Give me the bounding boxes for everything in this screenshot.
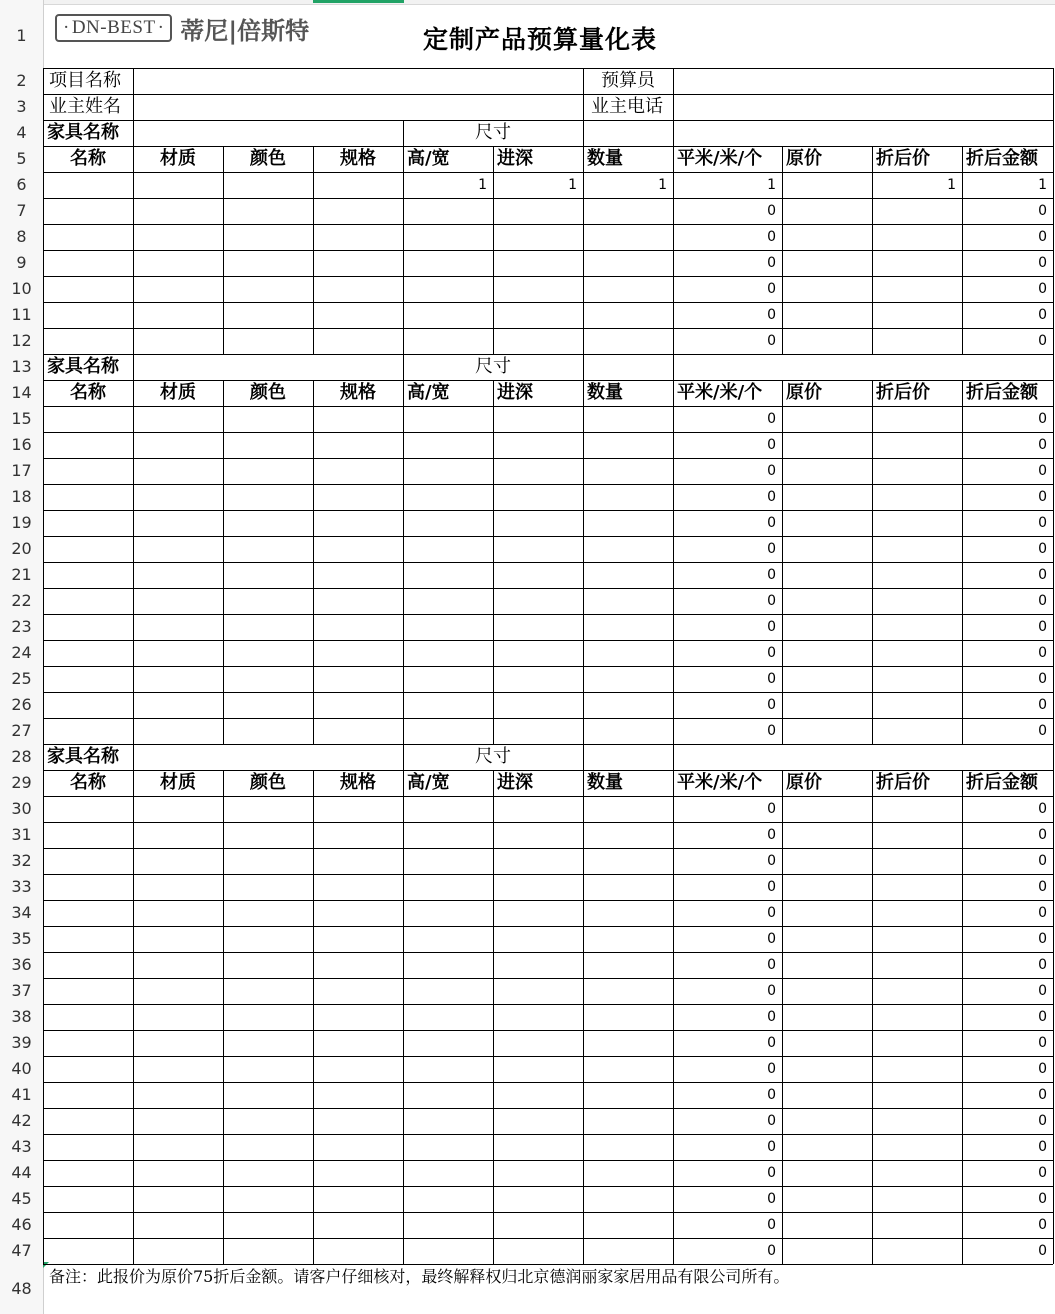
grid-line [583,68,584,120]
depth-cell[interactable]: 1 [568,177,577,193]
area-cell[interactable]: 0 [767,203,776,219]
discount-amount-cell[interactable]: 0 [1038,229,1047,245]
column-header: 折后金额 [966,382,1038,403]
column-header: 进深 [497,382,533,403]
row-number[interactable]: 35 [11,929,32,948]
area-cell[interactable]: 0 [767,463,776,479]
size-label: 尺寸 [475,122,511,143]
row-number[interactable]: 14 [11,383,32,402]
company-logo [55,8,309,48]
area-cell[interactable]: 0 [767,437,776,453]
page-title: 定制产品预算量化表 [423,25,658,54]
quantity-cell[interactable]: 1 [658,177,667,193]
grid-line [43,926,1053,927]
discount-amount-cell[interactable]: 0 [1038,697,1047,713]
column-header: 规格 [340,772,376,793]
row-number[interactable]: 1 [16,26,27,45]
discount-amount-cell[interactable]: 0 [1038,879,1047,895]
column-header: 名称 [70,772,106,793]
discount-amount-cell[interactable]: 0 [1038,1191,1047,1207]
discount-amount-cell[interactable]: 0 [1038,1061,1047,1077]
grid-line [43,1160,1053,1161]
row-number-gutter [0,0,44,1314]
row-number[interactable]: 7 [16,201,27,220]
discount-amount-cell[interactable]: 0 [1038,1217,1047,1233]
grid-line [403,744,404,770]
grid-line [43,94,1053,95]
row-number[interactable]: 32 [11,851,32,870]
column-header: 数量 [587,382,623,403]
grid-line [583,744,584,770]
grid-line [43,744,1053,745]
grid-line [43,562,1053,563]
project-name-label: 项目名称 [49,70,121,91]
column-header: 折后价 [876,772,930,793]
column-header: 数量 [587,148,623,169]
row-number[interactable]: 5 [16,149,27,168]
discount-amount-cell[interactable]: 0 [1038,931,1047,947]
discount-amount-cell[interactable]: 0 [1038,1087,1047,1103]
discount-amount-cell[interactable]: 0 [1038,437,1047,453]
row-number[interactable]: 2 [16,71,27,90]
area-cell[interactable]: 0 [767,827,776,843]
column-header: 平米/米/个 [677,148,763,169]
area-cell[interactable]: 1 [767,177,776,193]
discount-price-cell[interactable]: 1 [947,177,956,193]
discount-amount-cell[interactable]: 0 [1038,567,1047,583]
area-cell[interactable]: 0 [767,1061,776,1077]
area-cell[interactable]: 0 [767,255,776,271]
grid-line [43,1056,1053,1057]
furniture-name-label: 家具名称 [47,356,119,377]
row-number[interactable]: 45 [11,1189,32,1208]
logo-cn: 蒂尼|倍斯特 [180,16,310,45]
grid-line [43,250,1053,251]
column-header: 数量 [587,772,623,793]
area-cell[interactable]: 0 [767,905,776,921]
row-number[interactable]: 10 [11,279,32,298]
size-label: 尺寸 [475,356,511,377]
grid-line [43,874,1053,875]
owner-name-label: 业主姓名 [49,96,121,117]
budgeter-label: 预算员 [601,70,655,91]
row-number[interactable]: 19 [11,513,32,532]
area-cell[interactable]: 0 [767,697,776,713]
row-number[interactable]: 42 [11,1111,32,1130]
furniture-name-label: 家具名称 [47,122,119,143]
grid-line [1053,68,1054,1264]
row-number[interactable]: 12 [11,331,32,350]
column-header: 折后金额 [966,772,1038,793]
grid-line [583,354,584,380]
area-cell[interactable]: 0 [767,1217,776,1233]
area-cell[interactable]: 0 [767,515,776,531]
grid-line [43,614,1053,615]
row-number[interactable]: 41 [11,1085,32,1104]
grid-line [403,354,404,380]
spreadsheet-grid[interactable] [43,0,1055,1314]
column-header: 高/宽 [407,148,450,169]
discount-amount-cell[interactable]: 1 [1038,177,1047,193]
grid-line [43,328,1053,329]
grid-line [43,666,1053,667]
row-number[interactable]: 46 [11,1215,32,1234]
area-cell[interactable]: 0 [767,281,776,297]
area-cell[interactable]: 0 [767,645,776,661]
discount-amount-cell[interactable]: 0 [1038,723,1047,739]
column-header: 高/宽 [407,772,450,793]
discount-amount-cell[interactable]: 0 [1038,541,1047,557]
grid-line [43,406,1053,407]
row-number[interactable]: 20 [11,539,32,558]
grid-line [872,380,873,744]
row-number[interactable]: 38 [11,1007,32,1026]
column-header: 折后金额 [966,148,1038,169]
grid-line [43,1004,1053,1005]
grid-line [133,68,134,120]
area-cell[interactable]: 0 [767,229,776,245]
discount-amount-cell[interactable]: 0 [1038,957,1047,973]
grid-line [43,536,1053,537]
grid-line [583,380,584,744]
column-header: 原价 [786,148,822,169]
row-number[interactable]: 11 [11,305,32,324]
area-cell[interactable]: 0 [767,593,776,609]
discount-amount-cell[interactable]: 0 [1038,515,1047,531]
row-number[interactable]: 17 [11,461,32,480]
grid-line [43,302,1053,303]
grid-line [43,198,1053,199]
area-cell[interactable]: 0 [767,1009,776,1025]
grid-line [493,770,494,1264]
grid-line [43,510,1053,511]
grid-line [43,354,1053,355]
discount-amount-cell[interactable]: 0 [1038,463,1047,479]
row-number[interactable]: 28 [11,747,32,766]
discount-amount-cell[interactable]: 0 [1038,1035,1047,1051]
grid-line [782,380,783,744]
area-cell[interactable]: 0 [767,983,776,999]
grid-line [43,68,44,1264]
area-cell[interactable]: 0 [767,619,776,635]
grid-line [872,770,873,1264]
grid-line [43,952,1053,953]
furniture-name-label: 家具名称 [47,746,119,767]
area-cell[interactable]: 0 [767,1139,776,1155]
grid-line [673,744,674,770]
grid-line [43,432,1053,433]
grid-line [133,146,134,354]
row-number[interactable]: 30 [11,799,32,818]
row-number[interactable]: 24 [11,643,32,662]
footer-note: 备注：此报价为原价75折后金额。请客户仔细核对，最终解释权归北京德润丽家家居用品有限公司所有。 [49,1267,790,1286]
height-width-cell[interactable]: 1 [478,177,487,193]
area-cell[interactable]: 0 [767,541,776,557]
row-number[interactable]: 13 [11,357,32,376]
discount-amount-cell[interactable]: 0 [1038,593,1047,609]
grid-line [43,224,1053,225]
area-cell[interactable]: 0 [767,879,776,895]
grid-line [43,276,1053,277]
grid-line [43,588,1053,589]
grid-line [43,692,1053,693]
column-header: 材质 [160,772,196,793]
area-cell[interactable]: 0 [767,853,776,869]
owner-phone-label: 业主电话 [591,96,663,117]
row-number[interactable]: 23 [11,617,32,636]
discount-amount-cell[interactable]: 0 [1038,411,1047,427]
grid-line [43,68,1053,69]
discount-amount-cell[interactable]: 0 [1038,1113,1047,1129]
grid-line [493,380,494,744]
discount-amount-cell[interactable]: 0 [1038,1165,1047,1181]
grid-line [133,770,134,1264]
grid-line [43,1108,1053,1109]
row-number[interactable]: 18 [11,487,32,506]
area-cell[interactable]: 0 [767,931,776,947]
discount-amount-cell[interactable]: 0 [1038,671,1047,687]
row-number[interactable]: 44 [11,1163,32,1182]
column-header: 平米/米/个 [677,382,763,403]
discount-amount-cell[interactable]: 0 [1038,853,1047,869]
row-number[interactable]: 22 [11,591,32,610]
grid-line [43,1238,1053,1239]
area-cell[interactable]: 0 [767,1113,776,1129]
grid-line [313,770,314,1264]
grid-line [673,354,674,380]
row-number[interactable]: 3 [16,97,27,116]
area-cell[interactable]: 0 [767,801,776,817]
column-header: 进深 [497,148,533,169]
discount-amount-cell[interactable]: 0 [1038,203,1047,219]
area-cell[interactable]: 0 [767,567,776,583]
grid-line [782,146,783,354]
grid-line [43,1264,1053,1265]
grid-line [43,1082,1053,1083]
row-number[interactable]: 26 [11,695,32,714]
grid-line [43,718,1053,719]
grid-line [403,770,404,1264]
area-cell[interactable]: 0 [767,1035,776,1051]
grid-line [313,146,314,354]
area-cell[interactable]: 0 [767,333,776,349]
row-number[interactable]: 37 [11,981,32,1000]
grid-line [43,1030,1053,1031]
area-cell[interactable]: 0 [767,411,776,427]
grid-line [133,380,134,744]
grid-line [43,978,1053,979]
discount-amount-cell[interactable]: 0 [1038,905,1047,921]
grid-line [403,380,404,744]
area-cell[interactable]: 0 [767,671,776,687]
grid-line [43,1134,1053,1135]
grid-line [403,120,404,146]
row-number[interactable]: 16 [11,435,32,454]
discount-amount-cell[interactable]: 0 [1038,1243,1047,1259]
discount-amount-cell[interactable]: 0 [1038,489,1047,505]
grid-line [133,354,134,380]
grid-line [782,770,783,1264]
discount-amount-cell[interactable]: 0 [1038,307,1047,323]
row-number[interactable]: 15 [11,409,32,428]
column-header: 颜色 [250,772,286,793]
area-cell[interactable]: 0 [767,1087,776,1103]
grid-line [43,796,1053,797]
grid-line [223,380,224,744]
grid-line [43,484,1053,485]
row-number[interactable]: 31 [11,825,32,844]
column-header: 进深 [497,772,533,793]
column-header: 规格 [340,148,376,169]
size-label: 尺寸 [475,746,511,767]
grid-line [673,120,674,146]
area-cell[interactable]: 0 [767,957,776,973]
grid-line [133,120,134,146]
row-number[interactable]: 9 [16,253,27,272]
grid-line [43,458,1053,459]
discount-amount-cell[interactable]: 0 [1038,255,1047,271]
column-header: 颜色 [250,148,286,169]
discount-amount-cell[interactable]: 0 [1038,801,1047,817]
grid-line [223,770,224,1264]
row-number[interactable]: 27 [11,721,32,740]
column-header: 原价 [786,382,822,403]
row-number[interactable]: 34 [11,903,32,922]
discount-amount-cell[interactable]: 0 [1038,827,1047,843]
row-number[interactable]: 8 [16,227,27,246]
row-number[interactable]: 4 [16,123,27,142]
column-header: 颜色 [250,382,286,403]
column-header: 平米/米/个 [677,772,763,793]
row-number[interactable]: 39 [11,1033,32,1052]
row-number[interactable]: 21 [11,565,32,584]
column-header: 高/宽 [407,382,450,403]
area-cell[interactable]: 0 [767,1191,776,1207]
grid-line [583,770,584,1264]
row-number[interactable]: 6 [16,175,27,194]
column-header: 名称 [70,148,106,169]
column-header: 规格 [340,382,376,403]
row-number[interactable]: 36 [11,955,32,974]
discount-amount-cell[interactable]: 0 [1038,281,1047,297]
row-number[interactable]: 29 [11,773,32,792]
row-number[interactable]: 33 [11,877,32,896]
discount-amount-cell[interactable]: 0 [1038,1009,1047,1025]
discount-amount-cell[interactable]: 0 [1038,1139,1047,1155]
row-number[interactable]: 47 [11,1241,32,1260]
row-number[interactable]: 48 [11,1279,32,1298]
grid-line [583,120,584,146]
discount-amount-cell[interactable]: 0 [1038,619,1047,635]
column-header: 名称 [70,382,106,403]
logo-en: · DN-BEST · [55,14,172,42]
discount-amount-cell[interactable]: 0 [1038,645,1047,661]
area-cell[interactable]: 0 [767,1243,776,1259]
discount-amount-cell[interactable]: 0 [1038,333,1047,349]
discount-amount-cell[interactable]: 0 [1038,983,1047,999]
column-header: 折后价 [876,382,930,403]
row-number[interactable]: 43 [11,1137,32,1156]
column-header: 材质 [160,382,196,403]
column-header: 折后价 [876,148,930,169]
grid-line [43,640,1053,641]
grid-line [313,380,314,744]
column-header: 原价 [786,772,822,793]
grid-line [673,68,674,120]
grid-line [223,146,224,354]
area-cell[interactable]: 0 [767,1165,776,1181]
grid-line [43,120,1053,121]
grid-line [43,848,1053,849]
column-header: 材质 [160,148,196,169]
grid-line [133,744,134,770]
area-cell[interactable]: 0 [767,307,776,323]
row-number[interactable]: 25 [11,669,32,688]
row-number[interactable]: 40 [11,1059,32,1078]
grid-line [43,1186,1053,1187]
area-cell[interactable]: 0 [767,489,776,505]
grid-line [43,1212,1053,1213]
area-cell[interactable]: 0 [767,723,776,739]
grid-line [43,822,1053,823]
grid-line [43,900,1053,901]
